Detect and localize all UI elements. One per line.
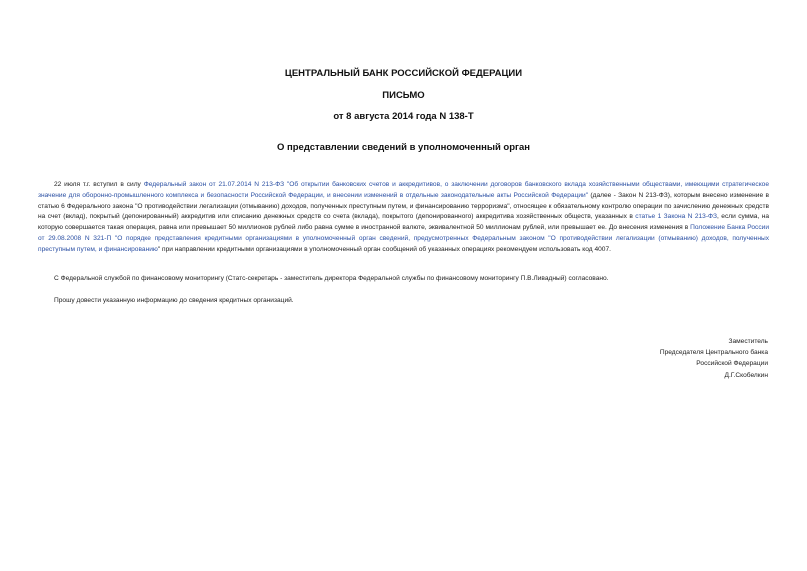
paragraph-law-change (38, 180, 769, 256)
document-subject: О представлении сведений в уполномоченный орган (276, 142, 531, 153)
issuer-heading: ЦЕНТРАЛЬНЫЙ БАНК РОССИЙСКОЙ ФЕДЕРАЦИИ (284, 68, 523, 79)
paragraph1-text-3: , если сумма, на которую совершается такая операция, равна или превышает 50 миллионов рублей либо равна сумме в иностранной валюте, эквивалентной 50 миллионам рублей, или превышает ее. До внесения изменения в (38, 213, 770, 232)
paragraph1-text-4: " при направлении кредитными организациями в уполномоченный орган сообщений об указанных операциях рекомендуем использовать код 4007. (157, 245, 611, 253)
paragraph1-text-1: 22 июля т.г. вступил в силу (54, 181, 144, 188)
link-regulation-321p[interactable]: Положение Банка России от 29.08.2008 N 321-П "О порядке представления кредитными организациями в уполномоченный орган сведений, предусмотренных Федеральным законом "О противодействии легализации (отмыванию) доходов, полученных преступным путем, и финансированию (38, 224, 770, 253)
document-type-heading: ПИСЬМО (382, 90, 425, 101)
link-article-1-law-213[interactable]: статье 1 Закона N 213-ФЗ (635, 213, 718, 221)
paragraph3-text: Прошу довести указанную информацию до сведения кредитных организаций. (54, 297, 294, 304)
signature-title-3: Российской Федерации (696, 360, 768, 368)
link-federal-law-213[interactable]: Федеральный закон от 21.07.2014 N 213-ФЗ "Об открытии банковских счетов и аккредитивов, о заключении договоров банковского вклада хозяйственными обществами, имеющими стратегическое значение для оборонно-промышленного комплекса и безопасности Российской Федерации, и внесении изменений в отдельные законодательные акты Российской Федерации" (38, 181, 770, 199)
paragraph-agreed (38, 274, 769, 285)
document-date-number: от 8 августа 2014 года N 138-Т (333, 111, 474, 122)
paragraph-request (38, 296, 769, 307)
paragraph1-text-2: (далее - Закон N 213-ФЗ), которым внесено изменение в статью 6 Федерального закона "О противодействии легализации (отмыванию) доходов, полученных преступным путем, и финансированию терроризма", относящее к обязательному контролю операции по зачислению денежных средств на счет (вклад), покрытый (депонированный) аккредитив или списанию денежных средств со счета (вклада), покрытого (депонированного) аккредитива хозяйственных обществ, указанных в (38, 191, 769, 221)
signature-block (660, 336, 768, 381)
signature-title-2: Председателя Центрального банка (659, 349, 768, 357)
signatory-name: Д.Г.Скобелкин (724, 371, 768, 379)
paragraph2-text: С Федеральной службой по финансовому мониторингу (Статс-секретарь - заместитель директора Федеральной службы по финансовому мониторингу П.В.Ливадный) согласовано. (54, 275, 609, 282)
signature-title-1: Заместитель (728, 338, 768, 345)
